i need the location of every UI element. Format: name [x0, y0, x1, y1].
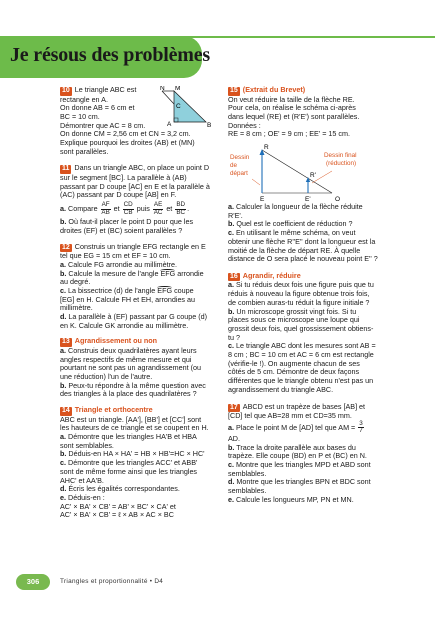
item-text: Montre que les triangles BPN et BDC sont semblables. [228, 477, 371, 496]
exercise-number: 12 [62, 243, 70, 251]
item-label: a. [60, 204, 66, 214]
exercise-number: 15 [230, 87, 238, 94]
text-line: On donne CM = 2,56 cm et CN = 3,2 cm. [60, 129, 191, 139]
exercise-number: 11 [62, 165, 70, 173]
text-line: sont parallèles. [60, 146, 109, 156]
item-label: b. [228, 219, 235, 229]
text-line: rectangle en A. [60, 94, 108, 104]
angle-notation: EFG [157, 285, 173, 295]
item-text: La parallèle à (EF) passant par G coupe (d) en K. Calcule GK arrondie au millimètre. [60, 312, 208, 330]
exercise-title: Agrandir, réduire [242, 270, 301, 280]
text-line: Démontrer que AC = 8 cm. [60, 120, 146, 130]
page-title: Je résous des problèmes [10, 44, 211, 66]
exercise-title: Triangle et orthocentre [74, 405, 153, 415]
item-text: Trace la droite parallèle aux bases du trapèze. Elle coupe (BD) en P et (BC) en N. [228, 442, 367, 461]
item-label: c. [228, 460, 234, 470]
item-text: Écris les égalités correspondantes. [68, 484, 180, 494]
label-r: R [264, 144, 269, 152]
exercise-number: 14 [62, 407, 70, 415]
item-label: b. [60, 268, 67, 278]
caption-start: de [230, 162, 238, 170]
label-b: B [207, 122, 212, 128]
formula-line: AC' × BA' × CB' = AB' × BC' × CA' et [60, 501, 176, 511]
pointer-start [252, 179, 260, 185]
exercise-number: 17 [230, 403, 238, 411]
item-label: c. [60, 285, 66, 295]
denominator: AB [101, 208, 110, 216]
item-label: b. [60, 449, 67, 459]
formula-line: AC' × BA' × CB' = ℓ × AB × AC × BC [60, 510, 174, 520]
numerator: CD [123, 201, 133, 209]
item-label: b. [228, 442, 235, 452]
item-text: Démontre que les triangles HA'B et HBA sont semblables. [60, 432, 197, 450]
caption-start: Dessin [230, 154, 250, 162]
exercise-13 [60, 337, 210, 399]
caption-start: départ [230, 170, 248, 178]
item-text: Démontre que les triangles ACC' et ABB' sont de même forme ainsi que les triangles AHC' et AA'B. [60, 458, 198, 485]
item-label: d. [60, 484, 67, 494]
item-label: b. [60, 217, 67, 227]
item-text: Un microscope grossit vingt fois. Si tu places sous ce microscope une loupe qui grossit deux fois, quel grossissement obtiens-tu ? [228, 306, 374, 342]
left-column [60, 86, 210, 520]
fraction [101, 202, 111, 216]
label-o: O [335, 196, 341, 204]
item-text: En utilisant le même schéma, on veut obtenir une flèche R''E'' dont la longueur est la moitié de la flèche de départ RE. À quelle distance de O sera placé le nouveau point E'' ? [228, 228, 378, 264]
text-line: Données : [228, 120, 261, 130]
item-label: b. [60, 380, 67, 390]
item-text: Montre que les triangles MPD et ABD sont semblables. [228, 460, 371, 478]
exercise-title: Agrandissement ou non [74, 336, 158, 346]
exercise-15 [228, 86, 378, 264]
caption-final: (réduction) [326, 160, 357, 168]
item-text: Construis deux quadrilatères ayant leurs angles respectifs de même mesure et qui pourtant ne sont pas un agrandissement (ou une réduction) l'un de l'autre. [60, 345, 202, 382]
exercise-16 [228, 272, 378, 395]
item-text: . [187, 204, 190, 214]
item-label: a. [228, 280, 234, 290]
exercise-17 [228, 403, 378, 505]
label-m: M [175, 86, 181, 92]
item-text: et [166, 204, 173, 214]
item-text: coupe [EG] en H. Calcule FH et EH, arrondies au millimètre. [60, 285, 196, 313]
text-line: Explique pourquoi les droites (AB) et (MN) [60, 138, 195, 148]
item-text: AD. [228, 433, 240, 443]
text-line: BC = 10 cm. [60, 111, 100, 121]
denominator: BC [176, 208, 186, 216]
text-line: Le triangle ABC est [74, 85, 137, 94]
caption-final: Dessin final [324, 152, 357, 160]
exercise-intro: ABCD est un trapèze de bases [AB] et [CD] tel que AB=28 mm et CD=35 mm. [228, 401, 366, 421]
label-ep: E' [305, 196, 311, 204]
exercise-intro: Dans un triangle ABC, on place un point D sur le segment [BC]. La parallèle à (AB) passant par D coupe [AC] en E et la parallèle à (AC) passant par D coupe [AB] en F. [60, 163, 210, 200]
text-line: On donne AB = 6 cm et [60, 103, 135, 113]
item-label: a. [228, 422, 234, 432]
exercise-intro: Construis un triangle EFG rectangle en E tel que EG = 15 cm et EF = 10 cm. [60, 241, 206, 261]
item-text: Déduis-en : [68, 493, 105, 502]
item-label: a. [228, 202, 234, 212]
footer-chapter-label: Triangles et proportionnalité • D4 [60, 578, 164, 585]
item-text: Peux-tu répondre à la même question avec des triangles à la place des quadrilatères ? [60, 380, 206, 399]
item-text: Déduis-en HA × HA' = HB × HB'=HC × HC' [68, 449, 205, 459]
exercise-12 [60, 243, 210, 331]
denominator: AC [153, 208, 163, 216]
item-label: e. [60, 493, 66, 502]
line-ro [262, 150, 332, 193]
item-label: d. [228, 477, 235, 487]
item-text: La bissectrice (d) de l'angle [68, 285, 156, 295]
text-line: Pour cela, on réalise le schéma ci-après [228, 103, 356, 113]
item-text: arrondie au degré. [60, 268, 204, 287]
item-text: puis [136, 204, 150, 214]
exercise-number: 13 [62, 338, 70, 346]
fraction [358, 421, 364, 435]
label-e: E [260, 196, 265, 204]
item-text: Si tu réduis deux fois une figure puis que tu réduis à nouveau la figure obtenue trois fois, de combien auras-tu réduit la figure initiale ? [228, 280, 374, 307]
item-text: Où faut-il placer le point D pour que les droites (EF) et (BC) soient parallèles ? [60, 217, 194, 235]
fraction [123, 202, 134, 216]
angle-notation: EFG [160, 268, 176, 278]
right-column [228, 86, 378, 505]
exercise-title: (Extrait du Brevet) [242, 85, 306, 94]
exercise-number: 16 [230, 272, 238, 280]
item-label: b. [228, 306, 235, 316]
item-label: c. [60, 458, 66, 468]
item-text: et [113, 204, 120, 214]
page-number-badge: 306 [16, 574, 50, 590]
triangle-figure [160, 86, 220, 128]
item-label: a. [60, 259, 66, 269]
item-text: Compare [68, 204, 98, 214]
fraction [153, 202, 163, 216]
exercise-14 [60, 406, 210, 520]
item-text: Calcule la mesure de l'angle [68, 268, 159, 278]
text-line: On veut réduire la taille de la flèche RE. [228, 94, 355, 104]
item-text: Quel est le coefficient de réduction ? [236, 219, 353, 229]
exercise-number: 10 [62, 87, 70, 94]
numerator: AE [153, 201, 163, 209]
text-line: dans lequel (RE) et (R'E') sont parallèles. [228, 111, 360, 121]
arrow-figure [228, 141, 378, 203]
exercise-intro: ABC est un triangle. [AA'], [BB'] et [CC'] sont les hauteurs de ce triangle et se coupent en H. [60, 414, 209, 433]
label-rp: R' [310, 172, 316, 180]
item-label: c. [228, 341, 234, 351]
fraction [175, 202, 186, 216]
label-c: C [176, 103, 181, 110]
item-text: Calculer la longueur de la flèche réduite R'E'. [228, 202, 363, 220]
numerator: AF [101, 201, 110, 209]
segment-nc [162, 91, 174, 104]
item-text: Calcule les longueurs MP, PN et MN. [236, 494, 354, 504]
numerator: BD [176, 201, 186, 209]
exercise-11 [60, 164, 210, 235]
denominator: CB [123, 208, 133, 216]
item-label: a. [60, 345, 66, 355]
text-line: RE = 8 cm ; OE' = 9 cm ; EE' = 15 cm. [228, 129, 350, 139]
item-label: e. [228, 494, 234, 504]
label-n: N [160, 86, 165, 92]
item-label: d. [60, 312, 67, 322]
exercise-10 [60, 86, 160, 130]
denominator: 7 [359, 427, 363, 435]
item-text: Calcule FG arrondie au millimètre. [68, 259, 178, 269]
label-a: A [167, 121, 172, 128]
numerator: 3 [359, 419, 363, 427]
item-text: Le triangle ABC dont les mesures sont AB = 8 cm ; BC = 10 cm et AC = 6 cm est rectangle (vérifie-le !). On augmente chacun de ses côtés de 5 cm. Démontre de deux façons différentes que le triangle obtenu n'est pas un agrandissement du triangle ABC. [228, 341, 376, 394]
item-label: c. [228, 228, 234, 238]
item-text: Place le point M de [AD] tel que AM = [236, 422, 356, 432]
item-label: a. [60, 432, 66, 442]
